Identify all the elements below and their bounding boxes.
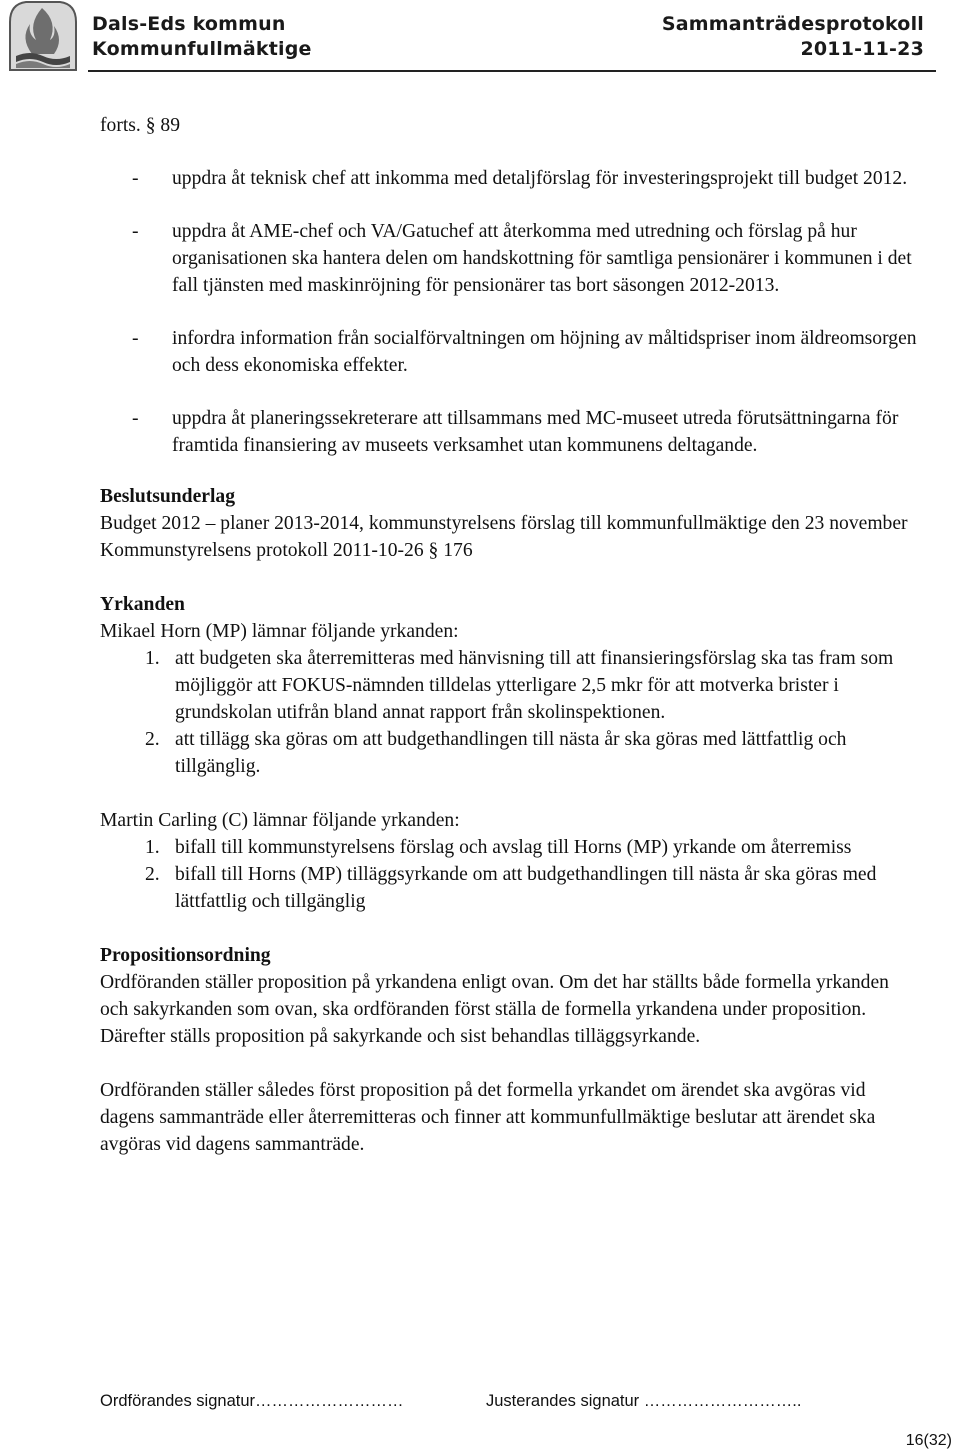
proposal-text: att tillägg ska göras om att budgethandlingen till nästa år ska göras med lättfattlig och tillgänglig. <box>175 729 847 777</box>
item-number: 2. <box>145 864 160 885</box>
section-heading-yrkanden: Yrkanden <box>100 594 185 615</box>
proposal-intro: Martin Carling (C) lämnar följande yrkanden: <box>100 810 460 831</box>
item-number: 2. <box>145 729 160 750</box>
body-name: Kommunfullmäktige <box>92 38 312 60</box>
header-divider <box>88 70 936 72</box>
proposal-item <box>100 861 920 915</box>
dash-marker: - <box>132 328 139 349</box>
proposal-intro: Mikael Horn (MP) lämnar följande yrkanden: <box>100 621 459 642</box>
procedure-paragraph: Ordföranden ställer således först proposition på det formella yrkandet om ärendet ska avgöras vid dagens sammanträde eller återremitteras och finner att kommunfullmäktige beslutar att ärendet ska avgöras vid dagens sammanträde. <box>100 1080 876 1155</box>
chair-signature-line: Ordförandes signatur……………………… <box>100 1392 404 1410</box>
dash-marker: - <box>132 168 139 189</box>
decision-item <box>100 165 920 192</box>
decision-item <box>100 405 920 459</box>
item-number: 1. <box>145 837 160 858</box>
basis-line: Kommunstyrelsens protokoll 2011-10-26 § 176 <box>100 540 473 561</box>
page-header <box>0 0 960 80</box>
section-heading-beslutsunderlag: Beslutsunderlag <box>100 486 236 507</box>
dash-marker: - <box>132 408 139 429</box>
document-body <box>100 112 920 1158</box>
decision-text: uppdra åt teknisk chef att inkomma med detaljförslag för investeringsprojekt till budget 2012. <box>172 168 908 189</box>
procedure-paragraph: Ordföranden ställer proposition på yrkandena enligt ovan. Om det har ställts både formella yrkanden och sakyrkanden som ovan, ska ordföranden först ställa de formella yrkandena under proposition. Därefter ställs proposition på sakyrkande och sist behandlas tilläggsyrkande. <box>100 972 889 1047</box>
document-type: Sammanträdesprotokoll <box>661 13 924 35</box>
proposal-item <box>100 645 920 726</box>
decision-text: infordra information från socialförvaltningen om höjning av måltidspriser inom äldreomsorgen och dess ekonomiska effekter. <box>172 328 917 376</box>
proposal-text: bifall till kommunstyrelsens förslag och avslag till Horns (MP) yrkande om återremiss <box>175 837 852 858</box>
continuation-label: forts. § 89 <box>100 115 181 136</box>
meeting-date: 2011-11-23 <box>800 38 924 60</box>
decision-item <box>100 325 920 379</box>
basis-line: Budget 2012 – planer 2013-2014, kommunstyrelsens förslag till kommunfullmäktige den 23 november <box>100 513 908 534</box>
proposal-text: bifall till Horns (MP) tilläggsyrkande om att budgethandlingen till nästa år ska göras med lättfattlig och tillgänglig <box>175 864 877 912</box>
decision-text: uppdra åt AME-chef och VA/Gatuchef att återkomma med utredning och förslag på hur organisationen ska hantera delen om handskottning för samtliga pensionärer i kommunen i det fall tjänsten med maskinröjning för pensionärer tas bort säsongen 2012-2013. <box>172 221 912 296</box>
page-number: 16(32) <box>905 1432 952 1449</box>
organization-name: Dals-Eds kommun <box>92 13 286 35</box>
item-number: 1. <box>145 648 160 669</box>
municipality-logo <box>6 0 80 72</box>
adjuster-signature-line: Justerandes signatur ……………………….. <box>486 1392 802 1410</box>
section-heading-propositionsordning: Propositionsordning <box>100 945 271 966</box>
decision-item <box>100 218 920 299</box>
proposal-item <box>100 834 920 861</box>
signature-footer <box>100 1392 802 1411</box>
dash-marker: - <box>132 221 139 242</box>
proposal-text: att budgeten ska återremitteras med hänvisning till att finansieringsförslag ska tas fram som möjliggör att FOKUS-nämnden tilldelas ytterligare 2,5 mkr för att motverka brister i grundskolan utifrån bland annat rapport från skolinspektionen. <box>175 648 894 723</box>
decision-text: uppdra åt planeringssekreterare att tillsammans med MC-museet utreda förutsättningarna för framtida finansiering av museets verksamhet utan kommunens deltagande. <box>172 408 899 456</box>
proposal-item <box>100 726 920 780</box>
